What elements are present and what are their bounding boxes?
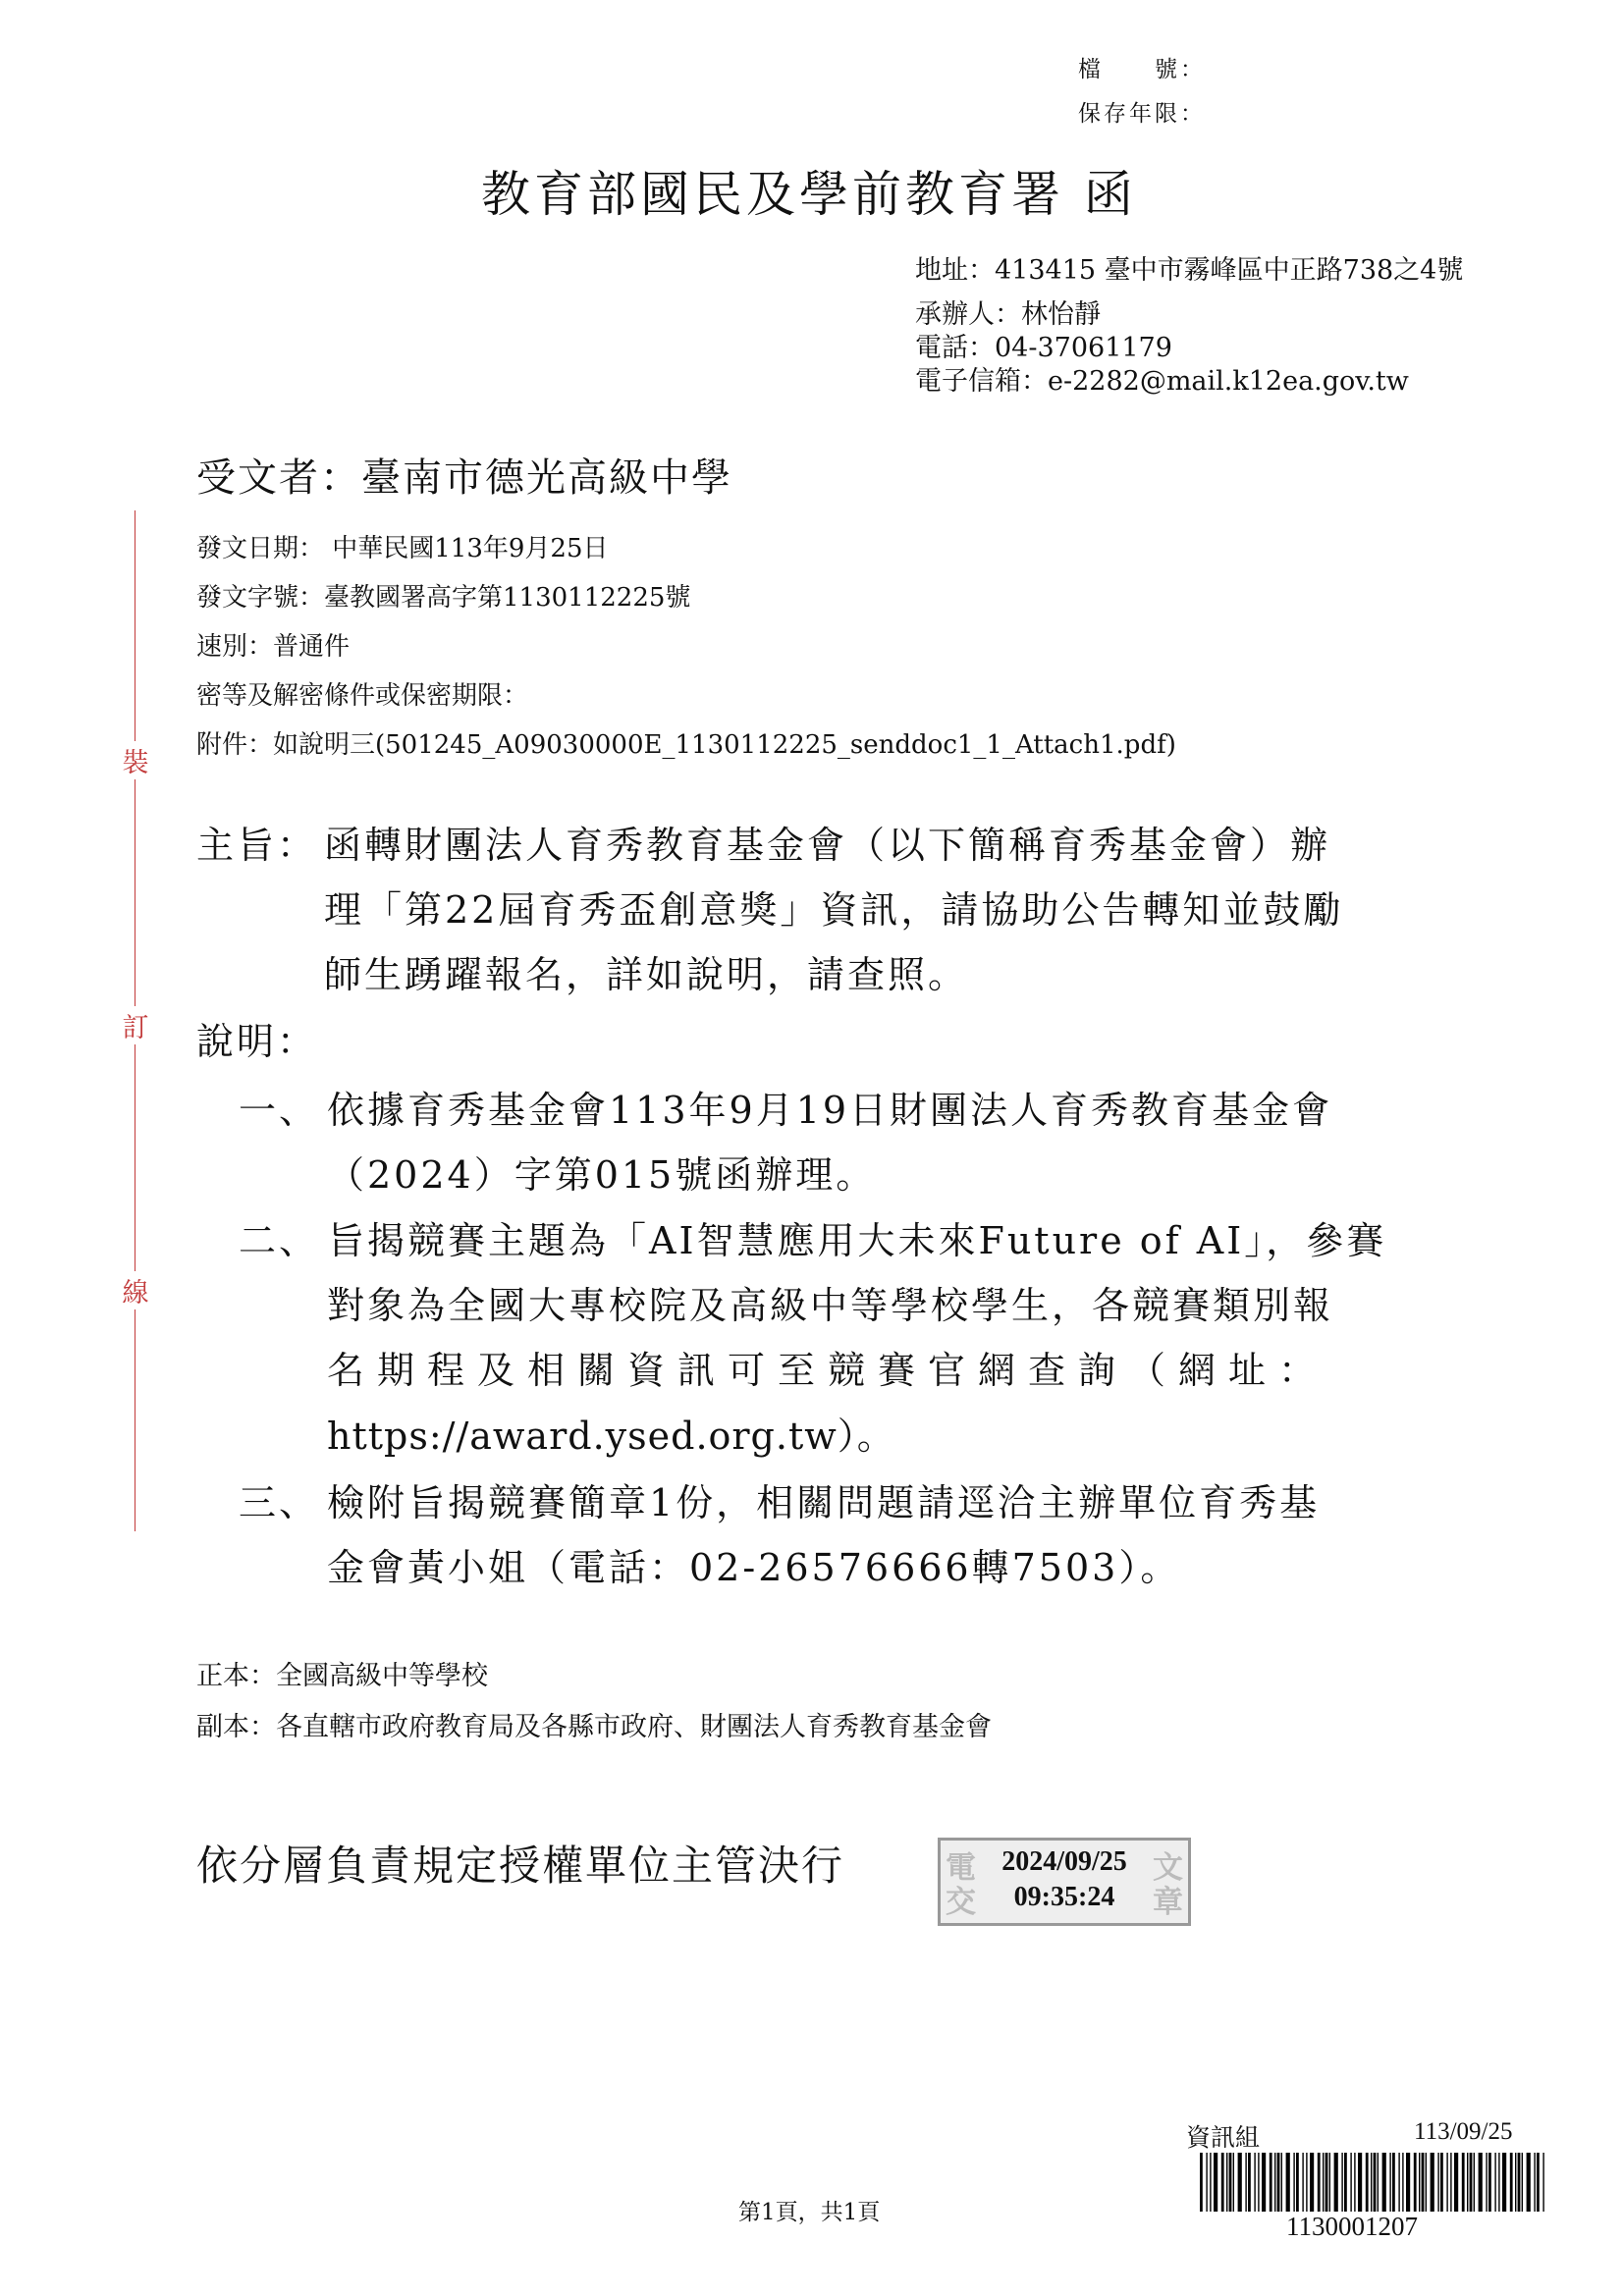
attachment: 附件：如說明三(501245_A09030000E_1130112225_senddoc1_1_Attach1.pdf)	[196, 730, 1176, 760]
barcode-bar	[1302, 2153, 1303, 2212]
barcode-bar	[1515, 2153, 1516, 2212]
barcode-bar	[1431, 2153, 1434, 2212]
barcode	[1200, 2153, 1548, 2212]
barcode-bar	[1293, 2153, 1294, 2212]
barcode-bar	[1389, 2153, 1390, 2212]
barcode-bar	[1440, 2153, 1443, 2212]
electronic-exchange-stamp	[938, 1838, 1191, 1926]
barcode-bar	[1306, 2153, 1307, 2212]
barcode-bar	[1344, 2153, 1347, 2212]
subject-label: 主旨：	[196, 824, 318, 867]
barcode-bar	[1270, 2153, 1272, 2212]
issue-date: 發文日期： 中華民國113年9月25日	[196, 534, 609, 563]
barcode-bar	[1542, 2153, 1543, 2212]
barcode-bar	[1414, 2153, 1417, 2212]
receiving-unit: 資訊組	[1186, 2123, 1261, 2152]
barcode-bar	[1470, 2153, 1473, 2212]
item-line: 旨揭競賽主題為「AI智慧應用大未來Future of AI」，參賽	[327, 1219, 1387, 1262]
original-recipients: 正本：全國高級中等學校	[196, 1661, 488, 1691]
barcode-bar	[1233, 2153, 1234, 2212]
barcode-bar	[1371, 2153, 1372, 2212]
explanation-label: 說明：	[196, 1020, 318, 1063]
barcode-bar	[1245, 2153, 1246, 2212]
barcode-bar	[1325, 2153, 1328, 2212]
barcode-bar	[1374, 2153, 1377, 2212]
barcode-bar	[1467, 2153, 1468, 2212]
stamp-corner-char: 章	[1153, 1885, 1183, 1920]
barcode-bar	[1354, 2153, 1355, 2212]
barcode-bar	[1402, 2153, 1403, 2212]
contact-person: 承辦人：林怡靜	[915, 299, 1101, 330]
item-line: 名期程及相關資訊可至競賽官網查詢（網址：	[327, 1349, 1329, 1392]
barcode-bar	[1422, 2153, 1425, 2212]
barcode-bar	[1450, 2153, 1451, 2212]
barcode-bar	[1226, 2153, 1227, 2212]
barcode-bar	[1214, 2153, 1217, 2212]
contact-phone: 電話：04-37061179	[915, 333, 1172, 363]
barcode-bar	[1518, 2153, 1521, 2212]
barcode-bar	[1426, 2153, 1427, 2212]
barcode-bar	[1210, 2153, 1211, 2212]
stamp-date: 2024/09/25	[1001, 1846, 1127, 1877]
subject-line: 師生踴躍報名，詳如說明，請查照。	[324, 953, 969, 996]
barcode-bar	[1350, 2153, 1351, 2212]
approval-statement: 依分層負責規定授權單位主管決行	[196, 1842, 845, 1890]
barcode-bar	[1419, 2153, 1420, 2212]
barcode-bar	[1488, 2153, 1491, 2212]
barcode-bar	[1502, 2153, 1506, 2212]
barcode-bar	[1392, 2153, 1395, 2212]
barcode-bar	[1498, 2153, 1499, 2212]
barcode-bar	[1254, 2153, 1255, 2212]
barcode-bar	[1486, 2153, 1487, 2212]
document-title: 教育部國民及學前教育署 函	[481, 166, 1137, 223]
item-line: 對象為全國大專校院及高級中等學校學生，各競賽類別報	[327, 1284, 1334, 1327]
barcode-bar	[1462, 2153, 1465, 2212]
item-line: https://award.ysed.org.tw）。	[327, 1415, 895, 1458]
barcode-bar	[1229, 2153, 1232, 2212]
barcode-bar	[1510, 2153, 1513, 2212]
barcode-bar	[1522, 2153, 1523, 2212]
item-line: （2024）字第015號函辦理。	[327, 1153, 877, 1197]
page-number: 第1頁，共1頁	[738, 2200, 881, 2225]
delivery-speed: 速別：普通件	[196, 632, 351, 662]
barcode-bar	[1274, 2153, 1275, 2212]
contact-email: 電子信箱：e-2282@mail.k12ea.gov.tw	[915, 366, 1409, 397]
barcode-bar	[1341, 2153, 1342, 2212]
barcode-bar	[1329, 2153, 1330, 2212]
barcode-bar	[1446, 2153, 1447, 2212]
barcode-number: 1130001207	[1286, 2212, 1418, 2241]
barcode-bar	[1323, 2153, 1324, 2212]
barcode-bar	[1262, 2153, 1266, 2212]
barcode-bar	[1534, 2153, 1535, 2212]
barcode-bar	[1318, 2153, 1321, 2212]
stamp-time: 09:35:24	[1013, 1882, 1115, 1912]
barcode-bar	[1537, 2153, 1540, 2212]
item-number: 二、	[239, 1219, 320, 1262]
barcode-bar	[1527, 2153, 1531, 2212]
barcode-bar	[1281, 2153, 1282, 2212]
item-line: 依據育秀基金會113年9月19日財團法人育秀教育基金會	[327, 1089, 1333, 1132]
stamp-corner-char: 文	[1153, 1850, 1183, 1886]
barcode-bar	[1334, 2153, 1338, 2212]
barcode-bar	[1479, 2153, 1483, 2212]
barcode-bar	[1248, 2153, 1251, 2212]
barcode-bar	[1286, 2153, 1290, 2212]
barcode-bar	[1382, 2153, 1386, 2212]
retention-period-label: 保存年限：	[1078, 101, 1206, 127]
barcode-bar	[1437, 2153, 1438, 2212]
barcode-bar	[1277, 2153, 1280, 2212]
document-number: 發文字號：臺教國署高字第1130112225號	[196, 583, 691, 613]
subject-line: 函轉財團法人育秀教育基金會（以下簡稱育秀基金會）辦	[324, 824, 1331, 867]
sender-address: 地址：413415 臺中市霧峰區中正路738之4號	[915, 255, 1464, 286]
binding-mark-ding: 訂	[122, 1006, 149, 1044]
barcode-bar	[1474, 2153, 1475, 2212]
barcode-bar	[1366, 2153, 1369, 2212]
copy-recipients: 副本：各直轄市政府教育局及各縣市政府、財團法人育秀教育基金會	[196, 1712, 992, 1742]
stamp-corner-char: 交	[946, 1885, 976, 1920]
barcode-bar	[1378, 2153, 1379, 2212]
barcode-bar	[1398, 2153, 1399, 2212]
barcode-bar	[1238, 2153, 1242, 2212]
stamp-corner-char: 電	[946, 1850, 976, 1886]
item-number: 三、	[239, 1481, 320, 1524]
binding-mark-zhuang: 裝	[122, 741, 149, 779]
binding-mark-xian: 線	[122, 1271, 149, 1309]
recipient: 受文者：臺南市德光高級中學	[196, 455, 732, 501]
barcode-bar	[1310, 2153, 1314, 2212]
item-line: 金會黃小姐（電話：02-26576666轉7503）。	[327, 1546, 1181, 1589]
barcode-bar	[1296, 2153, 1299, 2212]
received-date: 113/09/25	[1414, 2118, 1513, 2145]
item-line: 檢附旨揭競賽簡章1份，相關問題請逕洽主辦單位育秀基	[327, 1481, 1321, 1524]
barcode-bar	[1206, 2153, 1207, 2212]
barcode-bar	[1221, 2153, 1224, 2212]
barcode-bar	[1494, 2153, 1495, 2212]
barcode-bar	[1200, 2153, 1203, 2212]
barcode-bar	[1258, 2153, 1259, 2212]
barcode-bar	[1358, 2153, 1362, 2212]
subject-line: 理「第22屆育秀盃創意獎」資訊，請協助公告轉知並鼓勵	[324, 888, 1344, 932]
barcode-bar	[1406, 2153, 1410, 2212]
file-number-label: 檔 號：	[1078, 57, 1206, 82]
barcode-bar	[1454, 2153, 1458, 2212]
secrecy-level: 密等及解密條件或保密期限：	[196, 681, 529, 711]
item-number: 一、	[239, 1089, 320, 1132]
